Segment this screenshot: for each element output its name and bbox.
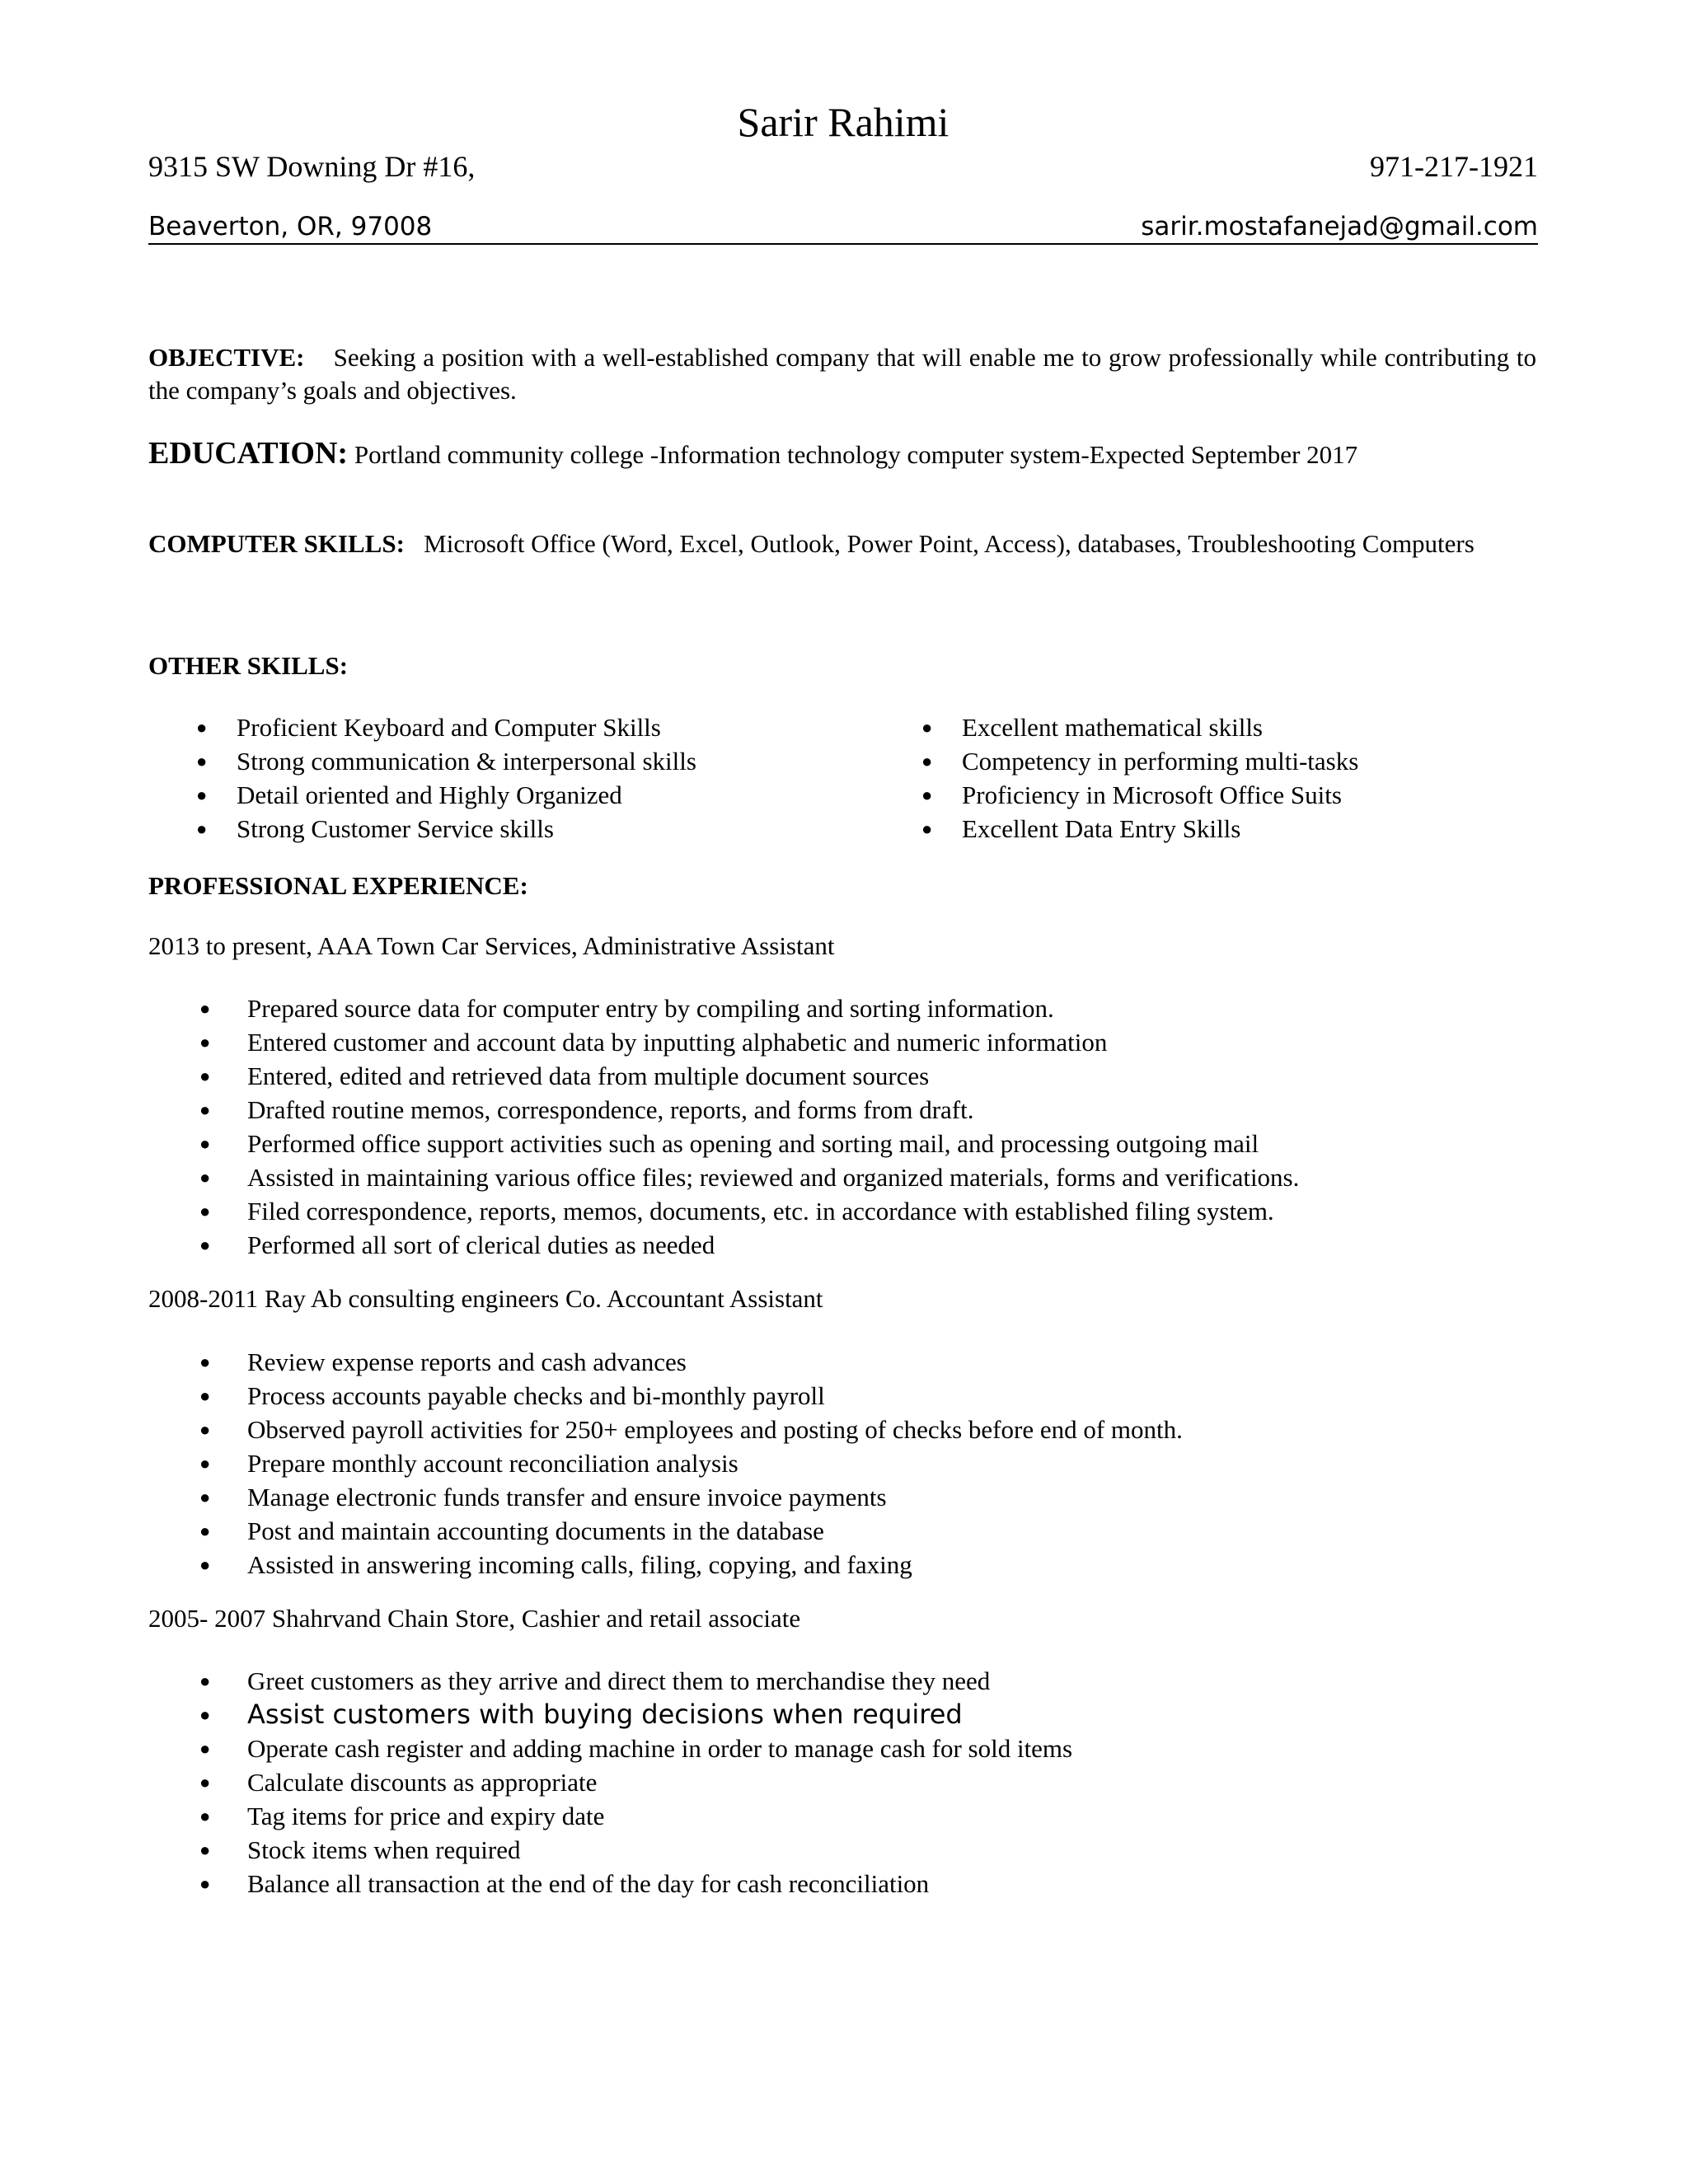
resume-page — [148, 0, 1538, 2184]
bullet-dot-icon: ● — [921, 751, 933, 771]
other-skills-heading-wrap — [148, 649, 1536, 682]
list-item: ● Process accounts payable checks and bi-monthly payroll — [148, 1379, 1538, 1413]
bullet-dot-icon: ● — [196, 785, 208, 805]
job-2-duties — [148, 1345, 1538, 1582]
bullet-dot-icon: ● — [199, 1554, 211, 1575]
bullet-dot-icon: ● — [199, 1738, 211, 1759]
education-heading: EDUCATION: — [148, 436, 349, 471]
objective-heading: OBJECTIVE: — [148, 343, 305, 372]
job-title-1: 2013 to present, AAA Town Car Services, Administrative Assistant — [148, 931, 835, 960]
list-item: ● Stock items when required — [148, 1833, 1538, 1867]
list-item: ● Filed correspondence, reports, memos, documents, etc. in accordance with established filing system. — [148, 1194, 1538, 1228]
other-skills-right-list — [890, 710, 1538, 846]
computer-skills-heading: COMPUTER SKILLS: — [148, 529, 405, 558]
list-item: ● Entered customer and account data by inputting alphabetic and numeric information — [148, 1025, 1538, 1059]
list-item: ● Strong Customer Service skills — [148, 812, 874, 846]
bullet-dot-icon: ● — [199, 1806, 211, 1826]
bullet-dot-icon: ● — [199, 1133, 211, 1154]
experience-heading-wrap — [148, 869, 1536, 902]
bullet-dot-icon: ● — [199, 1235, 211, 1255]
list-item: ● Excellent Data Entry Skills — [890, 812, 1538, 846]
bullet-dot-icon: ● — [199, 1453, 211, 1474]
list-item: ● Operate cash register and adding machine in order to manage cash for sold items — [148, 1732, 1538, 1765]
list-item: ● Strong communication & interpersonal skills — [148, 744, 874, 778]
list-item: ● Assisted in maintaining various office files; reviewed and organized materials, forms and verifications. — [148, 1160, 1538, 1194]
contact-row-1 — [148, 148, 1538, 185]
bullet-dot-icon: ● — [199, 1099, 211, 1120]
phone-number: 971-217-1921 — [1370, 150, 1538, 183]
list-item: ● Greet customers as they arrive and direct them to merchandise they need — [148, 1664, 1538, 1698]
bullet-dot-icon: ● — [199, 1840, 211, 1860]
bullet-dot-icon: ● — [199, 1066, 211, 1086]
bullet-dot-icon: ● — [199, 1167, 211, 1188]
contact-row-2 — [148, 210, 1538, 245]
list-item: ● Proficient Keyboard and Computer Skills — [148, 710, 874, 744]
bullet-dot-icon: ● — [199, 1201, 211, 1221]
candidate-name: Sarir Rahimi — [737, 99, 950, 145]
bullet-dot-icon: ● — [921, 717, 933, 738]
address-line-1: 9315 SW Downing Dr #16, — [148, 150, 476, 183]
address-line-2: Beaverton, OR, 97008 — [148, 212, 433, 241]
bullet-dot-icon: ● — [921, 785, 933, 805]
email-address: sarir.mostafanejad@gmail.com — [1141, 212, 1538, 241]
list-item: ● Detail oriented and Highly Organized — [148, 778, 874, 812]
list-item: ● Performed office support activities such as opening and sorting mail, and processing outgoing mail — [148, 1127, 1538, 1160]
list-item: ● Prepare monthly account reconciliation analysis — [148, 1446, 1538, 1480]
list-item: ● Post and maintain accounting documents in the database — [148, 1514, 1538, 1548]
list-item: ● Performed all sort of clerical duties as needed — [148, 1228, 1538, 1262]
objective-text: Seeking a position with a well-established company that will enable me to grow professionally while contributing to the company’s goals and objectives. — [148, 343, 1536, 405]
bullet-dot-icon: ● — [196, 818, 208, 839]
other-skills-heading: OTHER SKILLS: — [148, 651, 349, 680]
bullet-dot-icon: ● — [196, 751, 208, 771]
list-item: ● Assisted in answering incoming calls, filing, copying, and faxing — [148, 1548, 1538, 1582]
bullet-dot-icon: ● — [199, 1772, 211, 1793]
job-title-2: 2008-2011 Ray Ab consulting engineers Co. Accountant Assistant — [148, 1284, 823, 1313]
list-item: ● Competency in performing multi-tasks — [890, 744, 1538, 778]
list-item: ● Manage electronic funds transfer and ensure invoice payments — [148, 1480, 1538, 1514]
job-title-3: 2005- 2007 Shahrvand Chain Store, Cashier and retail associate — [148, 1604, 801, 1633]
bullet-dot-icon: ● — [199, 1873, 211, 1894]
job-1-duties — [148, 991, 1538, 1262]
bullet-dot-icon: ● — [199, 998, 211, 1019]
computer-skills-text: Microsoft Office (Word, Excel, Outlook, Power Point, Access), databases, Troubleshooting Computers — [424, 529, 1475, 558]
bullet-dot-icon: ● — [921, 818, 933, 839]
bullet-dot-icon: ● — [199, 1032, 211, 1052]
list-item: ● Observed payroll activities for 250+ employees and posting of checks before end of month. — [148, 1413, 1538, 1446]
education-text: Portland community college -Information technology computer system-Expected September 2017 — [354, 440, 1358, 469]
list-item: ● Balance all transaction at the end of the day for cash reconciliation — [148, 1867, 1538, 1900]
experience-heading: PROFESSIONAL EXPERIENCE: — [148, 871, 528, 900]
bullet-dot-icon: ● — [199, 1521, 211, 1541]
education-section — [148, 434, 1536, 475]
bullet-dot-icon: ● — [199, 1704, 211, 1725]
list-item: ● Entered, edited and retrieved data from multiple document sources — [148, 1059, 1538, 1093]
objective-section — [148, 341, 1536, 407]
bullet-dot-icon: ● — [199, 1487, 211, 1507]
list-item: ● Review expense reports and cash advances — [148, 1345, 1538, 1379]
job-3-duties — [148, 1664, 1538, 1900]
bullet-dot-icon: ● — [199, 1671, 211, 1691]
list-item: ● Proficiency in Microsoft Office Suits — [890, 778, 1538, 812]
other-skills-left-list — [148, 710, 874, 846]
list-item: ● Calculate discounts as appropriate — [148, 1765, 1538, 1799]
bullet-dot-icon: ● — [199, 1419, 211, 1440]
bullet-dot-icon: ● — [196, 717, 208, 738]
list-item: ● Drafted routine memos, correspondence, reports, and forms from draft. — [148, 1093, 1538, 1127]
list-item: ● Tag items for price and expiry date — [148, 1799, 1538, 1833]
list-item: ● Assist customers with buying decisions when required — [199, 1699, 963, 1730]
computer-skills-section — [148, 527, 1536, 560]
bullet-dot-icon: ● — [199, 1352, 211, 1372]
list-item: ● Excellent mathematical skills — [890, 710, 1538, 744]
list-item: ● Prepared source data for computer entry by compiling and sorting information. — [148, 991, 1538, 1025]
bullet-dot-icon: ● — [199, 1385, 211, 1406]
